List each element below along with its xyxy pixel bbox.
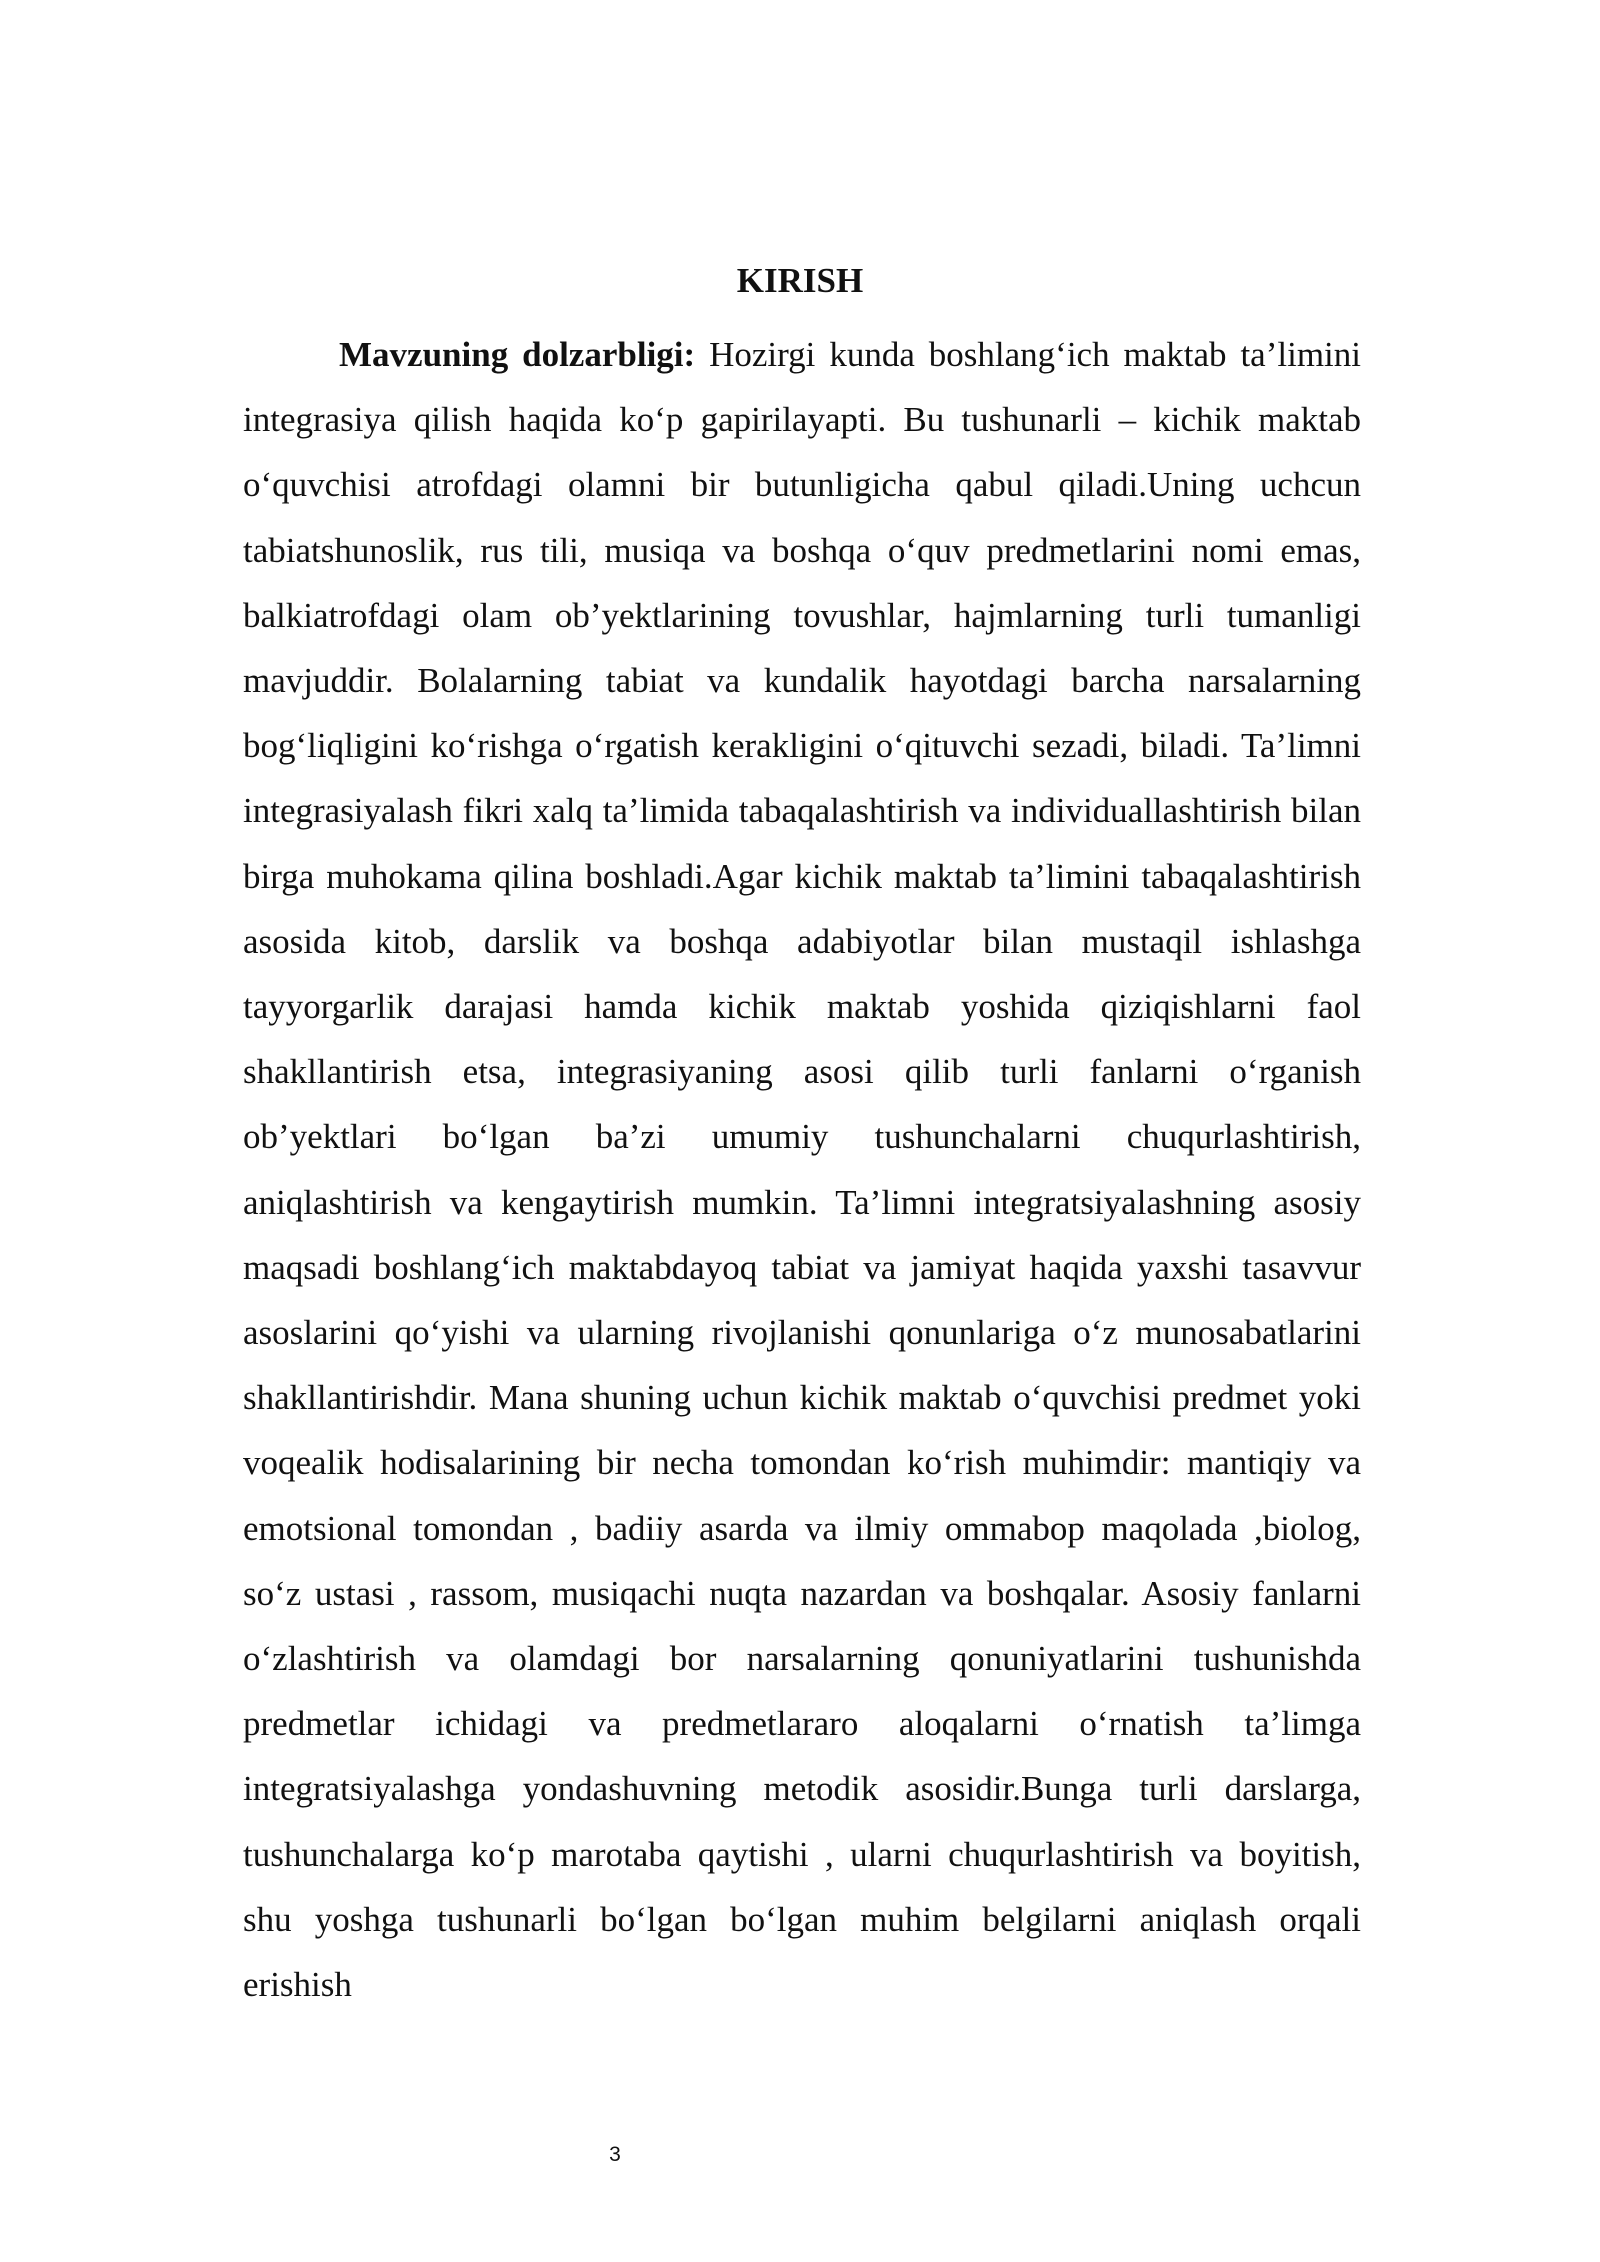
section-heading: KIRISH: [736, 261, 864, 300]
page-number: 3: [609, 2143, 621, 2166]
paragraph-body: Hozirgi kunda boshlang‘ich maktab ta’limini integrasiya qilish haqida ko‘p gapirilayapti. Bu tushunarli – kichik maktab o‘quvchisi atrofdagi olamni bir butunligicha qabul qiladi.Uning uchcun tabiatshunoslik, rus tili, musiqa va boshqa o‘quv predmetlarini nomi emas, balkiatrofdagi olam ob’yektlarining tovushlar, hajmlarning turli tumanligi mavjuddir. Bolalarning tabiat va kundalik hayotdagi barcha narsalarning bog‘liqligini ko‘rishga o‘rgatish kerakligini o‘qituvchi sezadi, biladi. Ta’limni integrasiyalash fikri xalq ta’limida tabaqalashtirish va individuallashtirish bilan birga muhokama qilina boshladi.Agar kichik maktab ta’limini tabaqalashtirish asosida kitob, darslik va boshqa adabiyotlar bilan mustaqil ishlashga tayyorgarlik darajasi hamda kichik maktab yoshida qiziqishlarni faol shakllantirish etsa, integrasiyaning asosi qilib turli fanlarni o‘rganish ob’yektlari bo‘lgan ba’zi umumiy tushunchalarni chuqurlashtirish, aniqlashtirish va kengaytirish mumkin. Ta’limni integratsiyalashning asosiy maqsadi boshlang‘ich maktabdayoq tabiat va jamiyat haqida yaxshi tasavvur asoslarini qo‘yishi va ularning rivojlanishi qonunlariga o‘z munosabatlarini shakllantirishdir. Mana shuning uchun kichik maktab o‘quvchisi predmet yoki voqealik hodisalarining bir necha tomondan ko‘rish muhimdir: mantiqiy va emotsional tomondan , badiiy asarda va ilmiy ommabop maqolada ,biolog, so‘z ustasi , rassom, musiqachi nuqta nazardan va boshqalar. Asosiy fanlarni o‘zlashtirish va olamdagi bor narsalarning qonuniyatlarini tushunishda predmetlar ichidagi va predmetlararo aloqalarni o‘rnatish ta’limga integratsiyalashga yondashuvning metodik asosidir.Bunga turli darslarga, tushunchalarga ko‘p marotaba qaytishi , ularni chuqurlashtirish va boyitish, shu yoshga tushunarli bo‘lgan bo‘lgan muhim belgilarni aniqlash orqali erishish: [243, 335, 1361, 2005]
paragraph-lead: Mavzuning dolzarbligi:: [339, 335, 696, 374]
body-paragraph: [243, 322, 1361, 2017]
